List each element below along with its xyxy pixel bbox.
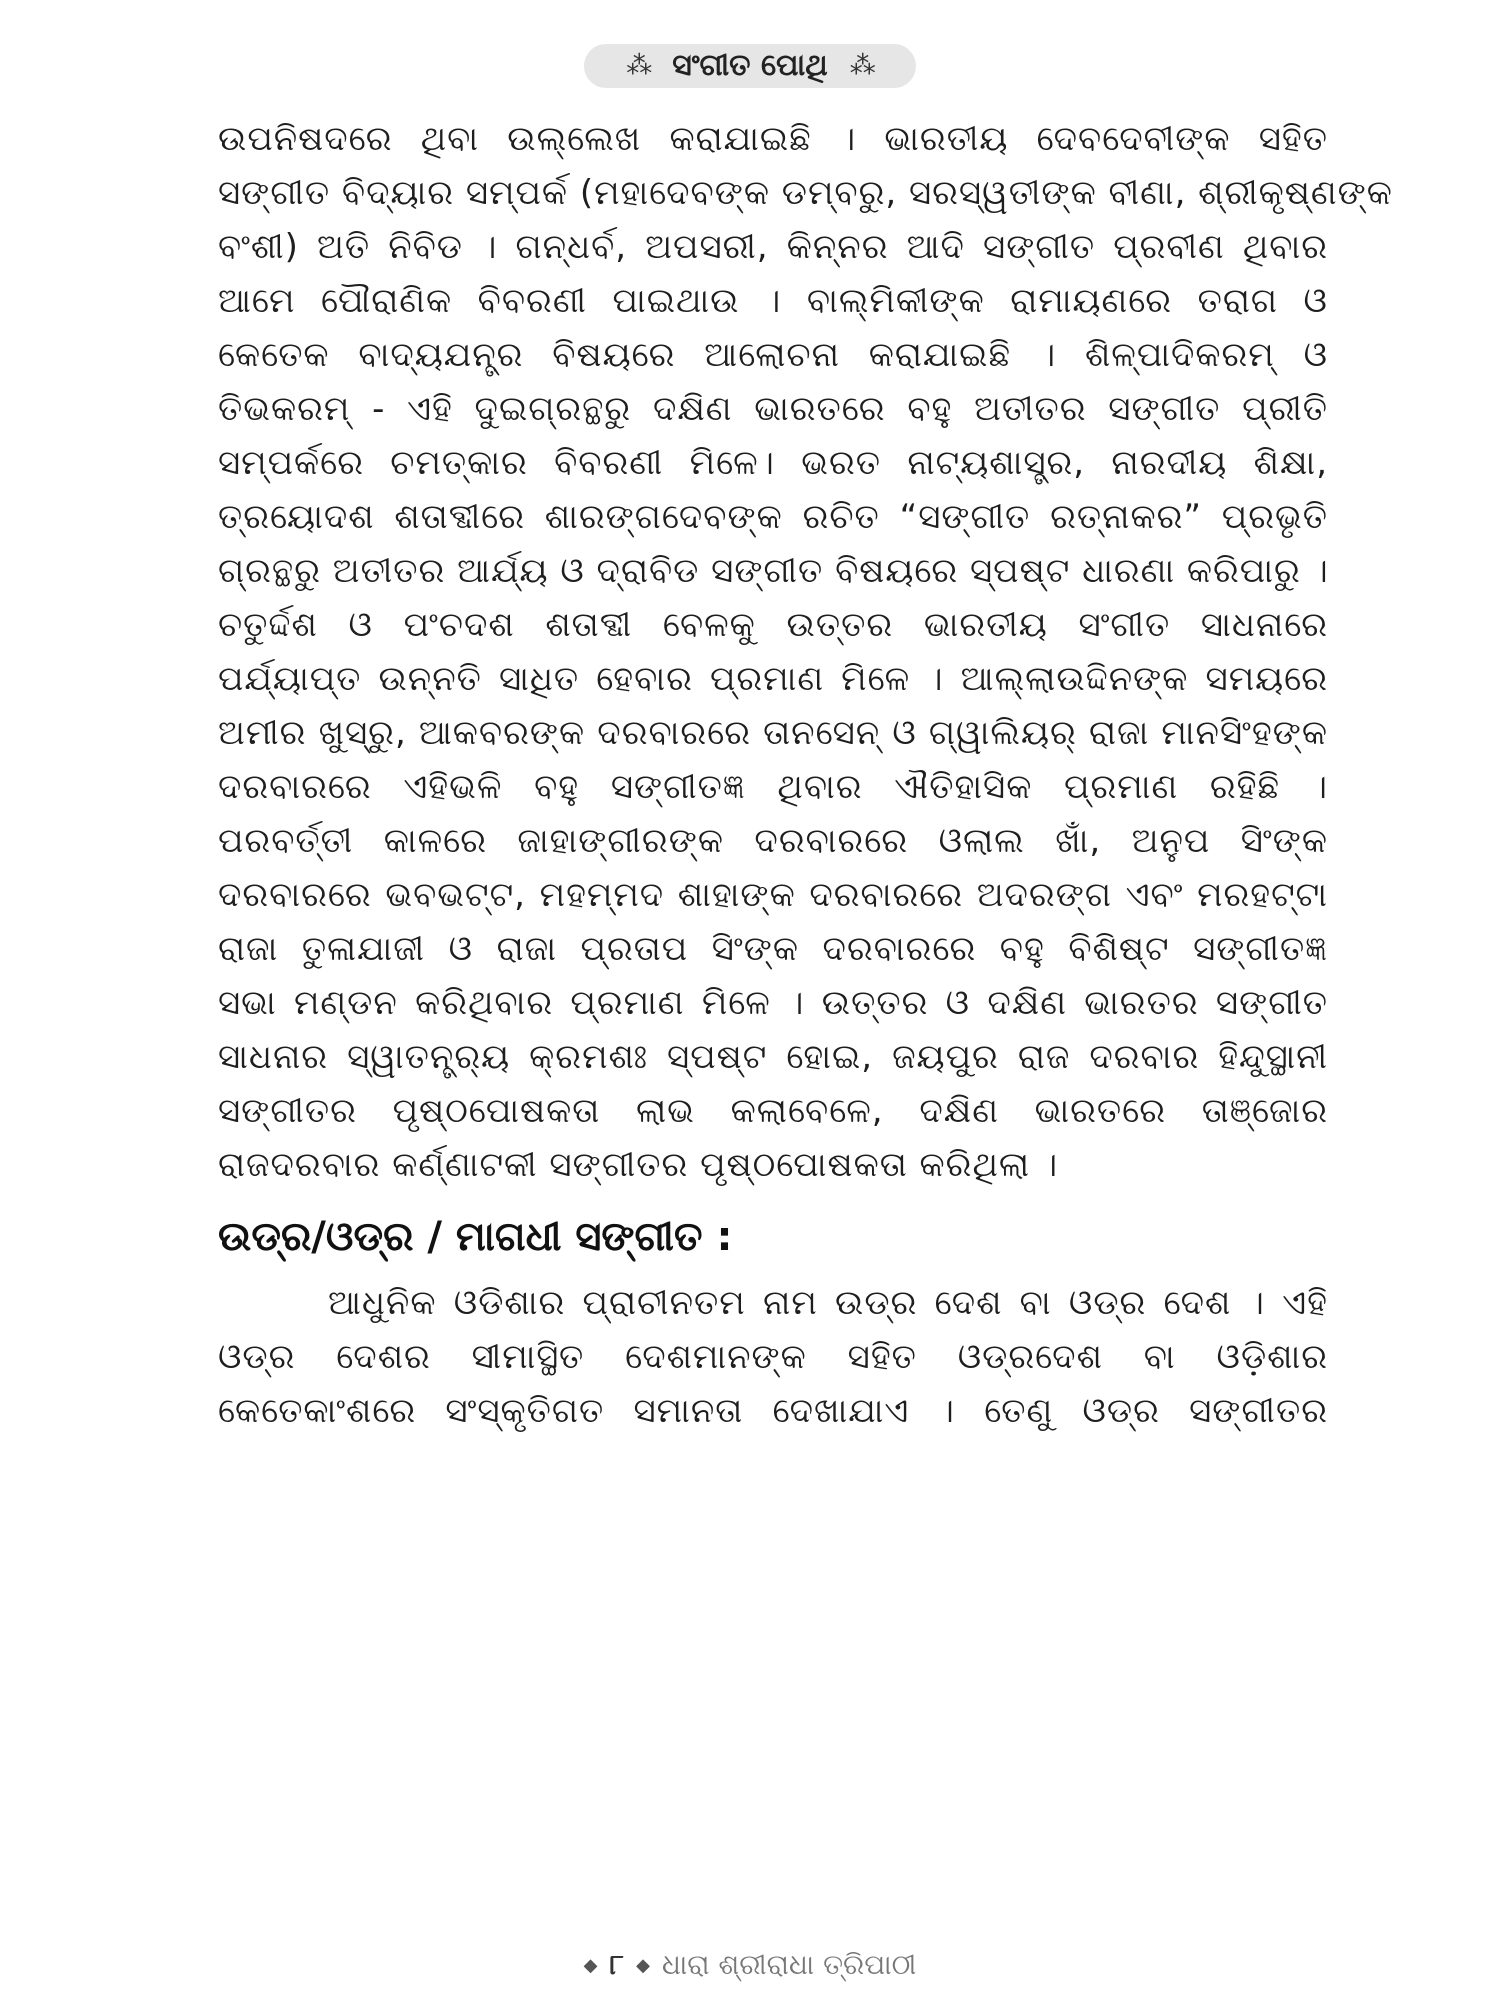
page-number: ୮	[609, 1948, 625, 1981]
ornament-left-icon: ⁂	[626, 51, 651, 81]
header-banner	[584, 44, 915, 88]
author-name: ଧାରା ଶ୍ରୀରାଧା ତ୍ରିପାଠୀ	[661, 1948, 917, 1981]
page-footer	[0, 1948, 1500, 1982]
section-heading: ଉଡ୍ର/ଓଡ୍ର / ମାଗଧୀ ସଙ୍ଗୀତ :	[218, 1214, 733, 1260]
text-line: ଦରବାରରେ ଭବଭଟ୍ଟ, ମହମ୍ମଦ ଶାହାଙ୍କ ଦରବାରରେ ଅଦରଙ୍ଗ ଏବଂ ମରହଟ୍ଟା	[218, 875, 1328, 915]
text-line: ଦରବାରରେ ଏହିଭଳି ବହୁ ସଙ୍ଗୀତଜ୍ଞ ଥିବାର ଐତିହାସିକ ପ୍ରମାଣ ରହିଛି ।	[218, 767, 1328, 807]
text-line: ତ୍ରୟୋଦଶ ଶତାବ୍ଦୀରେ ଶାରଙ୍ଗଦେବଙ୍କ ରଚିତ “ସଙ୍ଗୀତ ରତ୍ନାକର” ପ୍ରଭୃତି	[218, 497, 1328, 537]
text-line: ସାଧନାର ସ୍ୱାତନ୍ତ୍ର୍ୟ କ୍ରମଶଃ ସ୍ପଷ୍ଟ ହୋଇ, ଜୟପୁର ରାଜ ଦରବାର ହିନ୍ଦୁସ୍ଥାନୀ	[218, 1037, 1328, 1077]
paragraph-1	[218, 112, 1393, 1192]
text-line: ତିଭକରମ୍ - ଏହି ଦୁଇଗ୍ରନ୍ଥରୁ ଦକ୍ଷିଣ ଭାରତରେ ବହୁ ଅତୀତର ସଙ୍ଗୀତ ପ୍ରୀତି	[218, 389, 1328, 429]
text-line: ଚତୁର୍ଦ୍ଦଶ ଓ ପଂଚଦଶ ଶତାବ୍ଦୀ ବେଳକୁ ଉତ୍ତର ଭାରତୀୟ ସଂଗୀତ ସାଧନାରେ	[218, 605, 1328, 645]
text-line: ବଂଶୀ) ଅତି ନିବିଡ । ଗନ୍ଧର୍ବ, ଅପସରୀ, କିନ୍ନର ଆଦି ସଙ୍ଗୀତ ପ୍ରବୀଣ ଥିବାର	[218, 227, 1328, 267]
text-line: ଅମୀର ଖୁସ୍ରୁ, ଆକବରଙ୍କ ଦରବାରରେ ତାନସେନ୍ ଓ ଗ୍ୱାଲିୟର୍ ରାଜା ମାନସିଂହଙ୍କ	[218, 713, 1328, 753]
diamond-icon: ◆	[583, 1954, 598, 1976]
text-line: ସଙ୍ଗୀତ ବିଦ୍ୟାର ସମ୍ପର୍କ (ମହାଦେବଙ୍କ ଡମ୍ବରୁ, ସରସ୍ୱତୀଙ୍କ ବୀଣା, ଶ୍ରୀକୃଷ୍ଣଙ୍କ	[218, 173, 1393, 213]
text-line: ଆମେ ପୌରାଣିକ ବିବରଣୀ ପାଇଥାଉ । ବାଲ୍ମିକୀଙ୍କ ରାମାୟଣରେ ତରାଗ ଓ	[218, 281, 1328, 321]
text-line: କେତେକ ବାଦ୍ୟଯନ୍ତ୍ର ବିଷୟରେ ଆଲୋଚନା କରାଯାଇଛି । ଶିଳ୍ପାଦିକରମ୍ ଓ	[218, 335, 1328, 375]
text-line: ପର୍ଯ୍ୟାପ୍ତ ଉନ୍ନତି ସାଧିତ ହେବାର ପ୍ରମାଣ ମିଳେ । ଆଲ୍ଲାଉଦ୍ଦିନଙ୍କ ସମୟରେ	[218, 659, 1328, 699]
paragraph-2	[218, 1276, 1328, 1438]
text-line: ରାଜଦରବାର କର୍ଣ୍ଣାଟକୀ ସଙ୍ଗୀତର ପୃଷ୍ଠପୋଷକତା କରିଥିଲା ।	[218, 1145, 1059, 1185]
text-line: ଗ୍ରନ୍ଥରୁ ଅତୀତର ଆର୍ଯ୍ୟ ଓ ଦ୍ରାବିଡ ସଙ୍ଗୀତ ବିଷୟରେ ସ୍ପଷ୍ଟ ଧାରଣା କରିପାରୁ ।	[218, 551, 1329, 591]
running-header	[0, 44, 1500, 88]
book-title: ସଂଗୀତ ପୋଥି	[672, 48, 828, 83]
ornament-right-icon: ⁂	[849, 51, 874, 81]
text-line: ସମ୍ପର୍କରେ ଚମତ୍କାର ବିବରଣୀ ମିଳେ। ଭରତ ନାଟ୍ୟଶାସ୍ତ୍ର, ନାରଦୀୟ ଶିକ୍ଷା,	[218, 443, 1328, 483]
text-line: ଆଧୁନିକ ଓଡିଶାର ପ୍ରାଚୀନତମ ନାମ ଉଡ୍ର ଦେଶ ବା ଓଡ୍ର ଦେଶ । ଏହି	[328, 1283, 1328, 1323]
text-line: ପରବର୍ତ୍ତୀ କାଳରେ ଜାହାଙ୍ଗୀରଙ୍କ ଦରବାରରେ ଓଲାଲ ଖାଁ, ଅନୁପ ସିଂଙ୍କ	[218, 821, 1328, 861]
text-line: ଓଡ୍ର ଦେଶର ସୀମାସ୍ଥିତ ଦେଶମାନଙ୍କ ସହିତ ଓଡ୍ରଦେଶ ବା ଓଡ଼ିଶାର	[218, 1337, 1328, 1377]
text-line: ରାଜା ତୁଳାଯାଜୀ ଓ ରାଜା ପ୍ରତାପ ସିଂଙ୍କ ଦରବାରରେ ବହୁ ବିଶିଷ୍ଟ ସଙ୍ଗୀତଜ୍ଞ	[218, 929, 1328, 969]
diamond-icon: ◆	[636, 1954, 650, 1976]
text-line: କେତେକାଂଶରେ ସଂସ୍କୃତିଗତ ସମାନତା ଦେଖାଯାଏ । ତେଣୁ ଓଡ୍ର ସଙ୍ଗୀତର	[218, 1391, 1328, 1431]
text-line: ଉପନିଷଦରେ ଥିବା ଉଲ୍ଲେଖ କରାଯାଇଛି । ଭାରତୀୟ ଦେବଦେବୀଙ୍କ ସହିତ	[218, 119, 1328, 159]
text-line: ସଭା ମଣ୍ଡନ କରିଥିବାର ପ୍ରମାଣ ମିଳେ । ଉତ୍ତର ଓ ଦକ୍ଷିଣ ଭାରତର ସଙ୍ଗୀତ	[218, 983, 1328, 1023]
text-line: ସଙ୍ଗୀତର ପୃଷ୍ଠପୋଷକତା ଲାଭ କଲାବେଳେ, ଦକ୍ଷିଣ ଭାରତରେ ତାଞ୍ଜୋର	[218, 1091, 1328, 1131]
page-body	[218, 112, 1393, 1438]
